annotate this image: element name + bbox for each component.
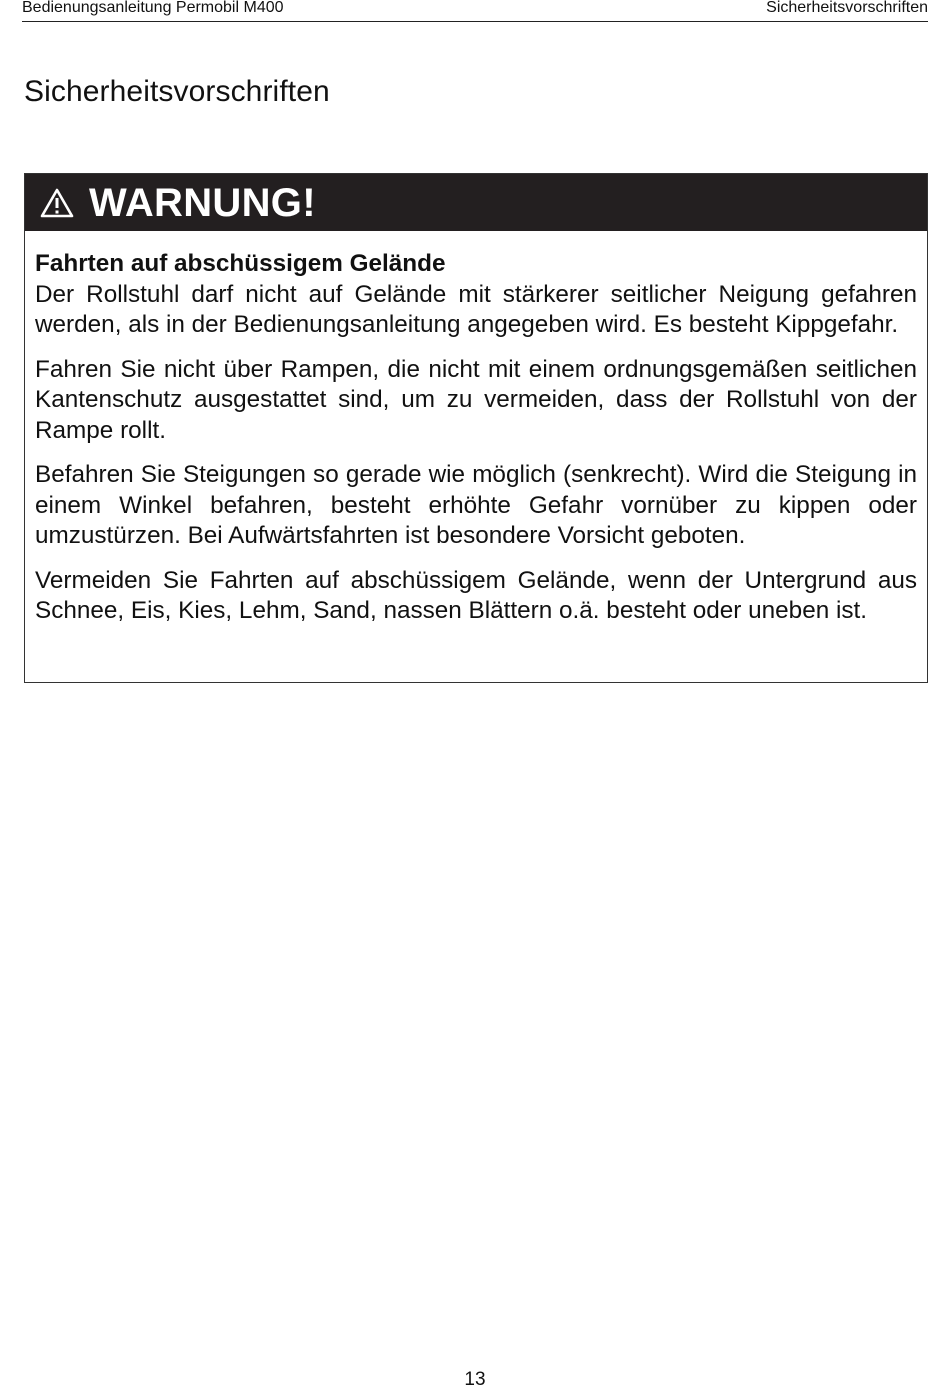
- warning-paragraph: Der Rollstuhl darf nicht auf Gelände mit stärkerer seitlicher Neigung gefahren werden, als in der Bedienungsanleitung angegeben wird. Es besteht Kippgefahr.: [35, 280, 917, 338]
- warning-box: [24, 173, 928, 683]
- warning-triangle-icon: [40, 188, 74, 218]
- warning-subtitle: Fahrten auf abschüssigem Gelände: [35, 250, 446, 277]
- warning-paragraph: Befahren Sie Steigungen so gerade wie möglich (senkrecht). Wird die Steigung in einem Winkel befahren, besteht erhöhte Gefahr vornüber zu kippen oder umzustürzen. Bei Aufwärtsfahrten ist besondere Vorsicht geboten.: [35, 461, 917, 549]
- warning-title: WARNUNG!: [89, 180, 316, 225]
- warning-header-bar: [25, 174, 927, 231]
- running-header: [22, 0, 928, 22]
- page-number: 13: [464, 1369, 486, 1390]
- warning-paragraph: Fahren Sie nicht über Rampen, die nicht mit einem ordnungsgemäßen seitlichen Kantenschutz ausgestattet sind, um zu vermeiden, dass der Rollstuhl von der Rampe rollt.: [35, 355, 917, 444]
- section-title: Sicherheitsvorschriften: [24, 75, 330, 108]
- warning-paragraph: Vermeiden Sie Fahrten auf abschüssigem Gelände, wenn der Untergrund aus Schnee, Eis, Kies, Lehm, Sand, nassen Blättern o.ä. besteht oder uneben ist.: [35, 566, 917, 624]
- header-document-title: Bedienungsanleitung Permobil M400: [22, 0, 284, 16]
- header-section-name: Sicherheitsvorschriften: [766, 0, 928, 16]
- warning-body: [25, 231, 927, 627]
